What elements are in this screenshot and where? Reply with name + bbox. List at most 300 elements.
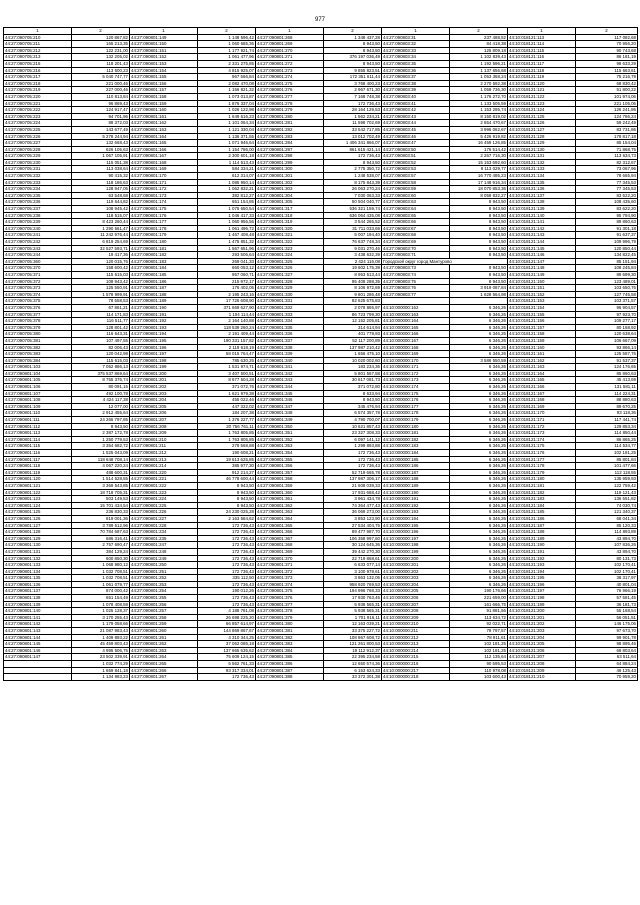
cadastral-number-cell: 44:27:090801:172 [130,186,198,193]
cadastral-value-cell: 221 659,00 [450,595,508,602]
cadastral-number-cell: 44:27:090801:339 [256,351,324,358]
table-row [4,219,638,226]
cadastral-value-cell: 97 923,70 [576,311,638,318]
cadastral-number-cell: 44:27:090803:51 [382,153,450,160]
cadastral-value-cell: 8 943,50 [324,60,382,67]
cadastral-number-cell: 44:10:018121:122 [508,93,576,100]
cadastral-value-cell: 9 801 286,48 [324,291,382,298]
cadastral-number-cell: 44:10:018121:169 [508,403,576,410]
cadastral-number-cell: 44:10:000000:164 [382,318,450,325]
cadastral-number-cell: 44:27:090801:305 [256,199,324,206]
cadastral-number-cell: 44:27:090801:163 [130,126,198,133]
cadastral-value-cell: 1 763 805,85 [198,430,256,437]
cadastral-number-cell: 44:27:090801:272 [256,60,324,67]
cadastral-number-cell: 44:27:090705:215 [4,60,72,67]
cadastral-value-cell: 6 346,26 [450,463,508,470]
cadastral-value-cell: 106 667,09 [576,337,638,344]
cadastral-number-cell: 44:27:090801:199 [130,364,198,371]
cadastral-value-cell: 1 176 272,70 [450,93,508,100]
cadastral-number-cell: 44:10:000000:187 [382,469,450,476]
table-row [4,173,638,180]
cadastral-number-cell: 44:10:018121:153 [508,298,576,305]
table-row [4,608,638,615]
cadastral-value-cell: 6 346,26 [450,337,508,344]
cadastral-value-cell: 1 763 805,85 [198,436,256,443]
cadastral-value-cell: 1 078 408,59 [72,601,130,608]
cadastral-number-cell: 44:27:090801:266 [130,667,198,674]
cadastral-value-cell: 137 987 210,42 [324,344,382,351]
cadastral-value-cell: 17 726 608,90 [198,298,256,305]
cadastral-number-cell: 44:10:018121:165 [508,377,576,384]
cadastral-value-cell: 1 085 950,14 [198,179,256,186]
cadastral-value-cell: 85 151,94 [576,258,638,265]
cadastral-value-cell: 23 327 308,33 [324,430,382,437]
cadastral-value-cell: 93 866,14 [576,344,638,351]
cadastral-value-cell: 6 346,26 [450,443,508,450]
cadastral-value-cell: 1 250 779,53 [72,436,130,443]
cadastral-value-cell: 237 488,52 [450,34,508,41]
cadastral-number-cell: 44:27:090801:376 [256,595,324,602]
cadastral-number-cell: 44:27:090801:252 [130,575,198,582]
cadastral-value-cell: 26 063 270,24 [324,186,382,193]
cadastral-number-cell: 44:10:018121:174 [508,436,576,443]
cadastral-value-cell: 8 423 260,44 [72,219,130,226]
cadastral-number-cell: 44:27:090803:65 [382,212,450,219]
cadastral-value-cell: 50 504 040,77 [324,199,382,206]
cadastral-number-cell: 44:27:090801:104 [4,370,72,377]
cadastral-value-cell: 1 701 916,11 [324,614,382,621]
cadastral-number-cell: 44:27:090801:150 [130,41,198,48]
cadastral-number-cell: 44:10:018121:210 [508,674,576,681]
cadastral-value-cell: 7 052 886,13 [72,364,130,371]
cadastral-number-cell: 44:27:090801:228 [130,522,198,529]
cadastral-number-cell: 44:27:090801:330 [256,291,324,298]
cadastral-number-cell: 44:27:090705:237 [4,206,72,213]
cadastral-value-cell: 6 346,26 [450,423,508,430]
cadastral-value-cell: 3 100 978,61 [324,568,382,575]
cadastral-value-cell: 5 040 747,77 [72,74,130,81]
cadastral-value-cell: 293 506,64 [198,252,256,259]
cadastral-value-cell: 6 346,26 [450,496,508,503]
column-number-header-row [4,28,638,35]
cadastral-number-cell: 44:27:090801:118 [4,463,72,470]
cadastral-number-cell: 44:27:090801:300 [256,166,324,173]
cadastral-value-cell: 5 007 194,40 [324,232,382,239]
table-row [4,370,638,377]
cadastral-value-cell: 1 628 564,98 [450,291,508,298]
cadastral-value-cell: 2 078 865,97 [324,304,382,311]
cadastral-value-cell: 40 801,04 [576,581,638,588]
cadastral-value-cell: 2 912 455,64 [72,410,130,417]
cadastral-number-cell: 44:27:090801:119 [4,469,72,476]
cadastral-number-cell: 44:10:018121:132 [508,159,576,166]
cadastral-number-cell: 44:10:000000:180 [382,423,450,430]
cadastral-value-cell: 172 736,43 [198,601,256,608]
cadastral-value-cell: 84 418,38 [450,41,508,48]
cadastral-value-cell: 3 369 543,85 [72,482,130,489]
cadastral-value-cell: 5 426 919,82 [450,133,508,140]
cadastral-value-cell: 70 959,20 [576,674,638,681]
cadastral-number-cell: 44:27:090801:140 [4,608,72,615]
table-row [4,423,638,430]
table-row [4,621,638,628]
cadastral-value-cell: 137 987 306,17 [324,476,382,483]
cadastral-number-cell: 44:27:090803:35 [382,60,450,67]
cadastral-number-cell: 44:10:000000:176 [382,397,450,404]
cadastral-number-cell: 44:10:018121:142 [508,225,576,232]
cadastral-number-cell: 44:27:090801:334 [256,318,324,325]
cadastral-value-cell: 2 757 690,47 [72,542,130,549]
cadastral-value-cell: 102 170,41 [576,568,638,575]
cadastral-number-cell: 44:27:090801:120 [4,476,72,483]
cadastral-number-cell: 44:27:090801:168 [130,159,198,166]
cadastral-number-cell: 44:27:090801:332 [256,304,324,311]
cadastral-value-cell: 172 351 611,44 [324,74,382,81]
cadastral-number-cell: 44:27:090705:378 [4,318,72,325]
cadastral-number-cell: 44:27:090801:214 [130,463,198,470]
cadastral-value-cell: 70 784 687,63 [72,529,130,536]
cadastral-value-cell: 91 637,37 [576,232,638,239]
cadastral-number-cell: 44:10:018121:127 [508,126,576,133]
cadastral-value-cell: 6 346,26 [450,384,508,391]
cadastral-number-cell: 44:27:090801:379 [256,614,324,621]
cadastral-number-cell: 44:10:018121:128 [508,133,576,140]
table-row [4,93,638,100]
cadastral-number-cell: 44:27:090801:370 [256,555,324,562]
cadastral-value-cell: 38 317,97 [576,575,638,582]
cadastral-value-cell: 118 648 708,14 [72,456,130,463]
cadastral-value-cell: 46 778 600,44 [198,476,256,483]
cadastral-value-cell: 1 153 295,74 [450,107,508,114]
cadastral-value-cell: 172 736,43 [198,535,256,542]
cadastral-number-cell: 44:10:000000:163 [382,311,450,318]
cadastral-value-cell: 371 072,76 [198,384,256,391]
cadastral-value-cell: 80 131,73 [576,555,638,562]
cadastral-value-cell: 8 113 029,77 [450,166,508,173]
cadastral-number-cell: 44:27:090801:112 [4,423,72,430]
cadastral-value-cell: 1 060 956,56 [198,219,256,226]
cadastral-number-cell: 44:10:000000:170 [382,357,450,364]
cadastral-value-cell: 12 163 039,21 [324,621,382,628]
cadastral-value-cell: 4 790 700,07 [324,417,382,424]
cadastral-number-cell [4,661,72,668]
cadastral-number-cell: 44:27:090801:380 [256,621,324,628]
cadastral-value-cell: 67 861,21 [72,304,130,311]
cadastral-value-cell: 1 531 974,71 [198,364,256,371]
cadastral-value-cell: 651 154,49 [72,595,130,602]
cadastral-number-cell: 44:27:090801:344 [256,384,324,391]
cadastral-value-cell: 6 346,26 [450,304,508,311]
table-row [4,535,638,542]
cadastral-value-cell: 6 346,26 [450,364,508,371]
cadastral-value-cell: 52 117 200,89 [324,337,382,344]
cadastral-number-cell: 44:27:090801:250 [130,562,198,569]
header-cell: 2 [450,28,508,35]
cadastral-value-cell: 144 869 867,67 [198,628,256,635]
cadastral-number-cell: 44:27:090803:43 [382,113,450,120]
cadastral-number-cell: 44:10:018121:160 [508,344,576,351]
cadastral-value-cell: 75 216,79 [576,74,638,81]
cadastral-value-cell: 11 242 976,44 [72,232,130,239]
cadastral-value-cell: 76 966,19 [576,588,638,595]
cadastral-value-cell: 113 500,23 [72,67,130,74]
cadastral-number-cell: 44:27:090801:276 [256,87,324,94]
cadastral-number-cell: 44:10:018121:150 [508,278,576,285]
cadastral-number-cell: 44:10:018121:191 [508,548,576,555]
cadastral-number-cell: 44:27:090801:260 [130,628,198,635]
cadastral-number-cell: 44:27:090801:225 [130,502,198,509]
table-row [4,509,638,516]
cadastral-value-cell: 124 917,47 [72,107,130,114]
header-cell: 2 [72,28,130,35]
cadastral-value-cell: 21 608 039,33 [324,482,382,489]
cadastral-value-cell: 113 038,64 [72,166,130,173]
cadastral-value-cell: 102 181,25 [576,450,638,457]
cadastral-value-cell: 6 346,26 [450,548,508,555]
cadastral-number-cell: 44:27:090803:73 [382,265,450,272]
cadastral-number-cell: 44:27:090803:63 [382,199,450,206]
cadastral-value-cell: 3 863 132,05 [324,575,382,582]
cadastral-number-cell: 44:10:000000:177 [382,403,450,410]
cadastral-number-cell: 44:10:000000:166 [382,331,450,338]
cadastral-value-cell: 95 794,90 [576,212,638,219]
table-row [4,80,638,87]
cadastral-number-cell: 44:27:090801:322 [256,239,324,246]
cadastral-value-cell: 6 346,26 [450,542,508,549]
table-row [4,87,638,94]
cadastral-value-cell: 101 477,66 [576,463,638,470]
cadastral-number-cell: 44:10:018121:149 [508,271,576,278]
cadastral-value-cell: 119 121,43 [576,489,638,496]
cadastral-number-cell: 44:10:000000:191 [382,496,450,503]
cadastral-number-cell: 44:27:090801:356 [256,463,324,470]
table-row [4,41,638,48]
cadastral-number-cell: 44:27:090803:40 [382,93,450,100]
cadastral-value-cell: 16 770 485,23 [450,173,508,180]
cadastral-number-cell: 44:27:090801:146 [4,647,72,654]
cadastral-value-cell [450,298,508,305]
cadastral-value-cell: 83 622,20 [576,206,638,213]
cadastral-number-cell: 44:27:090803:70 [382,245,450,252]
cadastral-value-cell: 127 745,58 [576,291,638,298]
cadastral-number-cell: 44:27:090803:38 [382,80,450,87]
cadastral-value-cell: 10 020 002,60 [324,357,382,364]
cadastral-value-cell: 124 786,24 [576,113,638,120]
cadastral-number-cell: 44:10:018121:154 [508,304,576,311]
cadastral-number-cell: 44:27:090801:143 [4,628,72,635]
cadastral-number-cell: 44:27:090801:138 [4,595,72,602]
cadastral-value-cell: 121 340,37 [576,509,638,516]
cadastral-value-cell: 4 995 506,75 [72,647,130,654]
cadastral-number-cell: 44:27:090801:145 [4,641,72,648]
cadastral-number-cell: 44:10:018121:204 [508,634,576,641]
cadastral-value-cell: 6 346,26 [450,450,508,457]
cadastral-number-cell: 44:27:090801:226 [130,509,198,516]
cadastral-number-cell: 44:27:090801:144 [4,634,72,641]
cadastral-value-cell: 1 061 477,96 [198,54,256,61]
cadastral-number-cell: 44:27:090801:284 [256,140,324,147]
cadastral-value-cell: 89 860,63 [576,219,638,226]
cadastral-number-cell: 44:27:090801:171 [130,179,198,186]
cadastral-number-cell: 44:27:090801:386 [256,661,324,668]
cadastral-number-cell: 44:27:090801:110 [4,410,72,417]
cadastral-value-cell: 221 000,46 [72,80,130,87]
table-row [4,377,638,384]
cadastral-value-cell: 6 346,26 [450,529,508,536]
cadastral-number-cell: 44:27:090801:207 [130,417,198,424]
cadastral-value-cell: 115 615,03 [72,271,130,278]
cadastral-number-cell: 44:27:090801:280 [256,113,324,120]
cadastral-value-cell: 371 072,80 [324,384,382,391]
cadastral-value-cell: 16 459 126,85 [450,140,508,147]
cadastral-number-cell: 44:10:018121:136 [508,186,576,193]
cadastral-value-cell: 1 567 651,96 [198,245,256,252]
cadastral-value-cell: 172 736,43 [324,100,382,107]
cadastral-value-cell: 33 372 301,38 [324,674,382,681]
cadastral-value-cell: 20 756 761,11 [198,423,256,430]
cadastral-value-cell: 103 650,76 [576,285,638,292]
cadastral-number-cell: 44:27:090801:182 [130,252,198,259]
cadastral-number-cell: 44:27:090705:243 [4,245,72,252]
table-row [4,364,638,371]
cadastral-number-cell: 44:27:090801:213 [130,456,198,463]
cadastral-number-cell: 44:27:090801:333 [256,311,324,318]
cadastral-value-cell: 488 600,31 [72,469,130,476]
cadastral-value-cell: 172 736,43 [198,522,256,529]
cadastral-value-cell: 46 125,43 [576,667,638,674]
table-row [4,436,638,443]
cadastral-number-cell: 44:10:018121:187 [508,522,576,529]
cadastral-value-cell: 113 634,72 [450,614,508,621]
cadastral-value-cell: 45 413,69 [576,377,638,384]
cadastral-number-cell: 44:27:090705:219 [4,87,72,94]
table-row [4,515,638,522]
cadastral-number-cell: 44:27:090705:231 [4,166,72,173]
cadastral-number-cell: 44:10:018121:200 [508,608,576,615]
cadastral-number-cell: 44:10:018121:164 [508,370,576,377]
cadastral-number-cell: 44:27:090801:186 [130,278,198,285]
cadastral-number-cell: 44:27:090801:281 [256,120,324,127]
cadastral-number-cell: 44:27:090705:375 [4,298,72,305]
cadastral-value-cell: 1 376 227,77 [198,417,256,424]
cadastral-number-cell: 44:10:018121:205 [508,641,576,648]
cadastral-number-cell: 44:27:090705:221 [4,100,72,107]
table-row [4,271,638,278]
cadastral-value-cell: 221 105,06 [576,100,638,107]
cadastral-value-cell: 120 638,64 [576,331,638,338]
cadastral-value-cell: 9 855 823,51 [324,67,382,74]
cadastral-value-cell: 8 059 832,27 [450,192,508,199]
cadastral-number-cell: 44:27:090801:359 [256,482,324,489]
cadastral-number-cell: 44:27:090801:299 [256,159,324,166]
cadastral-number-cell: 44:27:090801:279 [256,107,324,114]
cadastral-value-cell: 74 030,74 [576,502,638,509]
table-row [4,654,638,661]
cadastral-value-cell: 8 943,50 [324,159,382,166]
cadastral-value-cell: 8 175 843,39 [324,179,382,186]
cadastral-value-cell: 1 104 114,44 [198,311,256,318]
cadastral-value-cell: 6 346,26 [450,568,508,575]
cadastral-value-cell: 18 718 705,31 [72,489,130,496]
cadastral-value-cell: 6 346,26 [450,324,508,331]
cadastral-value-cell: 190 608,21 [198,450,256,457]
cadastral-number-cell: 44:27:090801:277 [256,93,324,100]
cadastral-number-cell: 44:27:090705:383 [4,351,72,358]
cadastral-value-cell: 23 502 339,91 [72,654,130,661]
cadastral-value-cell: 1 073 013,87 [198,93,256,100]
table-row [4,430,638,437]
cadastral-value-cell: 3 438 632,39 [324,252,382,259]
table-row [4,443,638,450]
cadastral-value-cell: 8 150 819,02 [450,113,508,120]
cadastral-number-cell: 44:10:000000:173 [382,377,450,384]
municipality-note: Городской округ город Мантурово [382,258,508,265]
cadastral-number-cell: 44:27:090801:325 [256,258,324,265]
cadastral-value-cell: 95 408 288,35 [324,278,382,285]
cadastral-value-cell: 1 156 821,32 [198,87,256,94]
cadastral-number-cell: 44:27:090801:258 [130,614,198,621]
cadastral-number-cell: 44:27:090801:205 [130,403,198,410]
cadastral-value-cell: 82 625 675,83 [324,298,382,305]
cadastral-value-cell: 278 568,88 [198,443,256,450]
cadastral-value-cell: 22 719 868,61 [324,555,382,562]
cadastral-value-cell: 503 149,53 [72,496,130,503]
cadastral-number-cell: 44:27:090705:217 [4,74,72,81]
cadastral-value-cell: 1 578 999,91 [72,291,130,298]
cadastral-value-cell: 8 943,50 [450,239,508,246]
cadastral-number-cell: 44:10:000000:175 [382,390,450,397]
cadastral-value-cell: 98 895,46 [576,641,638,648]
cadastral-number-cell: 44:27:090705:222 [4,107,72,114]
cadastral-number-cell: 44:27:090705:224 [4,120,72,127]
table-row [4,661,638,668]
cadastral-number-cell: 44:27:090803:41 [382,100,450,107]
cadastral-number-cell: 44:27:090801:151 [130,47,198,54]
cadastral-number-cell: 44:27:090801:327 [256,271,324,278]
cadastral-number-cell: 44:27:090801:321 [256,232,324,239]
cadastral-number-cell: 44:10:000000:203 [382,575,450,582]
cadastral-value-cell: 134 822,45 [576,252,638,259]
cadastral-number-cell: 44:10:018121:129 [508,140,576,147]
cadastral-value-cell: 8 943,50 [324,41,382,48]
cadastral-number-cell: 44:10:018121:197 [508,588,576,595]
cadastral-number-cell: 44:27:090705:239 [4,219,72,226]
cadastral-number-cell: 44:27:090801:320 [256,225,324,232]
table-row [4,502,638,509]
cadastral-number-cell: 44:10:018121:172 [508,423,576,430]
cadastral-number-cell: 44:27:090801:383 [256,641,324,648]
table-row [4,140,638,147]
cadastral-value-cell: 1 061 496,72 [198,225,256,232]
cadastral-number-cell: 44:27:090801:115 [4,443,72,450]
cadastral-value-cell: 55 168,54 [576,608,638,615]
cadastral-number-cell: 44:10:000000:165 [382,324,450,331]
cadastral-value-cell: 109 277,17 [576,318,638,325]
cadastral-value-cell: 6 346,26 [450,318,508,325]
cadastral-number-cell: 44:10:018121:151 [508,285,576,292]
table-row [4,153,638,160]
cadastral-number-cell: 44:27:090801:343 [256,377,324,384]
cadastral-number-cell: 44:10:018121:196 [508,581,576,588]
cadastral-number-cell: 44:10:000000:201 [382,562,450,569]
cadastral-value-cell: 69 803,64 [576,647,638,654]
cadastral-value-cell: 86 723 799,30 [324,311,382,318]
cadastral-number-cell: 44:27:090801:130 [4,542,72,549]
cadastral-value-cell: 158 600,42 [72,265,130,272]
table-row [4,614,638,621]
cadastral-value-cell: 114 171,83 [72,311,130,318]
cadastral-number-cell: 44:27:090705:220 [4,93,72,100]
